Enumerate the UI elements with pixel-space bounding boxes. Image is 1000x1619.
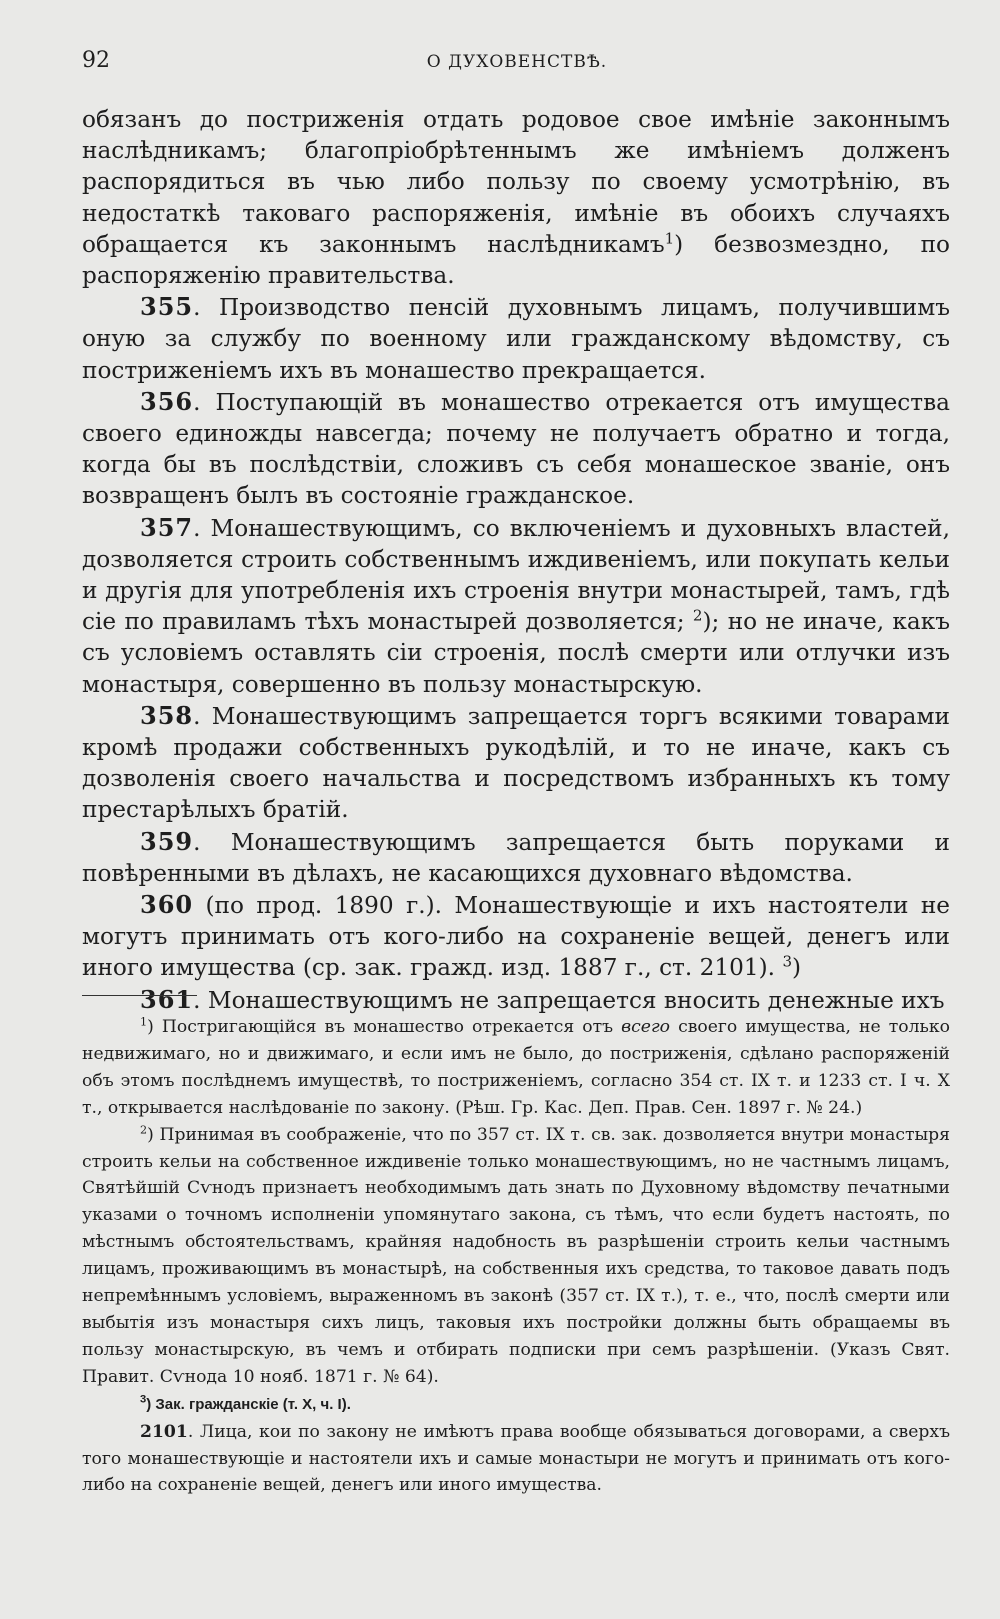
- footnote-ref-2: 2: [692, 606, 703, 625]
- article-number: 361: [140, 984, 194, 1014]
- footnote-1: $^1$) Постригающійся въ монашество отрекается отъ всего своего имущества, не только недвижимаго, но и движимаго, и если имъ не было, до постриженія, сдѣлано распоряженій объ этомъ послѣднемъ имуществѣ, то постриженіемъ, согласно 354 ст. IX т. и 1233 ст. I ч. X т., открывается наслѣдованіе по закону. (Рѣш. Гр. Кас. Деп. Прав. Сен. 1897 г. № 24.): [82, 1015, 950, 1118]
- footnote-ref-1: 1: [664, 229, 675, 248]
- article-number: 359: [140, 826, 194, 856]
- article-358: 358. Монашествующимъ запрещается торгъ всякими товарами кромѣ продажи собственныхъ рукодѣлій, и то не иначе, какъ съ дозволенія своего начальства и посредствомъ избранныхъ къ тому престарѣлыхъ братій.: [82, 700, 950, 824]
- article-number: 358: [140, 700, 194, 730]
- page-number: 92: [82, 48, 110, 73]
- footnote-divider: [82, 995, 197, 996]
- main-text: [82, 104, 950, 1016]
- article-359: 359. Монашествующимъ запрещается быть поруками и повѣренными въ дѣлахъ, не касающихся духовнаго вѣдомства.: [82, 826, 950, 887]
- quoted-law-2101: 2101. Лица, кои по закону не имѣютъ права вообще обязываться договорами, а сверхъ того монашествующіе и настоятели ихъ и самые монастыри не могутъ и принимать отъ кого-либо на сохраненіе вещей, денегъ или иного имущества.: [82, 1421, 950, 1496]
- article-number: 360: [140, 890, 194, 920]
- footnotes: [82, 1014, 950, 1499]
- footnote-2: $^2$) Принимая въ соображеніе, что по 357 ст. IX т. св. зак. дозволяется внутри монастыря строить кельи на собственное иждивеніе только монашествующимъ, но не частнымъ лицамъ, Святѣйшій Сѵнодъ признаетъ необходимымъ дать знать по Духовному вѣдомству печатными указами о точномъ исполненіи упомянутаго закона, съ тѣмъ, что если будетъ настоять, по мѣстнымъ обстоятельствамъ, крайняя надобность въ разрѣшеніи строить кельи частнымъ лицамъ, проживающимъ въ монастырѣ, на собственныя ихъ средства, то таковое давать подъ непремѣннымъ условіемъ, выраженномъ въ законѣ (357 ст. IX т.), т. е., что, послѣ смерти или выбытія изъ монастыря сихъ лицъ, таковыя ихъ постройки должны быть обращаемы въ пользу монастырскую, въ чемъ и отбирать подписки при семъ разрѣшеніи. (Указъ Свят. Правит. Сѵнода 10 нояб. 1871 г. № 64).: [82, 1122, 950, 1387]
- paragraph-continuation: обязанъ до постриженія отдать родовое свое имѣніе законнымъ наслѣдникамъ; благопріобрѣтеннымъ же имѣніемъ долженъ распорядиться въ чью либо пользу по своему усмотрѣнію, въ недостаткѣ таковаго распоряженія, имѣніе въ обоихъ случаяхъ обращается къ законнымъ наслѣдникамъ$^1$) безвозмездно, по распоряженію правительства.: [82, 106, 950, 290]
- article-number: 356: [140, 386, 194, 416]
- footnote-ref-3: 3: [782, 952, 793, 971]
- page-header: [82, 48, 952, 82]
- article-357: 357. Монашествующимъ, со включеніемъ и духовныхъ властей, дозволяется строить собственнымъ иждивеніемъ, или покупать кельи и другія для употребленія ихъ строенія внутри монастырей, тамъ, гдѣ сіе по правиламъ тѣхъ монастырей дозволяется; $^2$); но не иначе, какъ съ условіемъ оставлять сіи строенія, послѣ смерти или отлучки изъ монастыря, совершенно въ пользу монастырскую.: [82, 512, 950, 698]
- running-title: О ДУХОВЕНСТВѢ.: [426, 52, 608, 72]
- article-361: 361. Монашествующимъ не запрещается вносить денежные ихъ: [140, 984, 945, 1014]
- article-number: 357: [140, 512, 194, 542]
- article-356: 356. Поступающій въ монашество отрекается отъ имущества своего единожды навсегда; почему не получаетъ обратно и тогда, когда бы въ послѣдствіи, сложивъ съ себя монашеское званіе, онъ возвращенъ былъ въ состояніе гражданское.: [82, 386, 950, 510]
- article-number: 355: [140, 292, 194, 322]
- footnote-3: $^3$) Зак. гражданскіе (т. X, ч. I).: [140, 1392, 351, 1413]
- article-355: 355. Производство пенсій духовнымъ лицамъ, получившимъ оную за службу по военному или гражданскому вѣдомству, съ постриженіемъ ихъ въ монашество прекращается.: [82, 292, 950, 384]
- article-360: 360 (по прод. 1890 г.). Монашествующіе и ихъ настоятели не могутъ принимать отъ кого-либо на сохраненіе вещей, денегъ или иного имущества (ср. зак. гражд. изд. 1887 г., ст. 2101). $^3$): [82, 890, 950, 982]
